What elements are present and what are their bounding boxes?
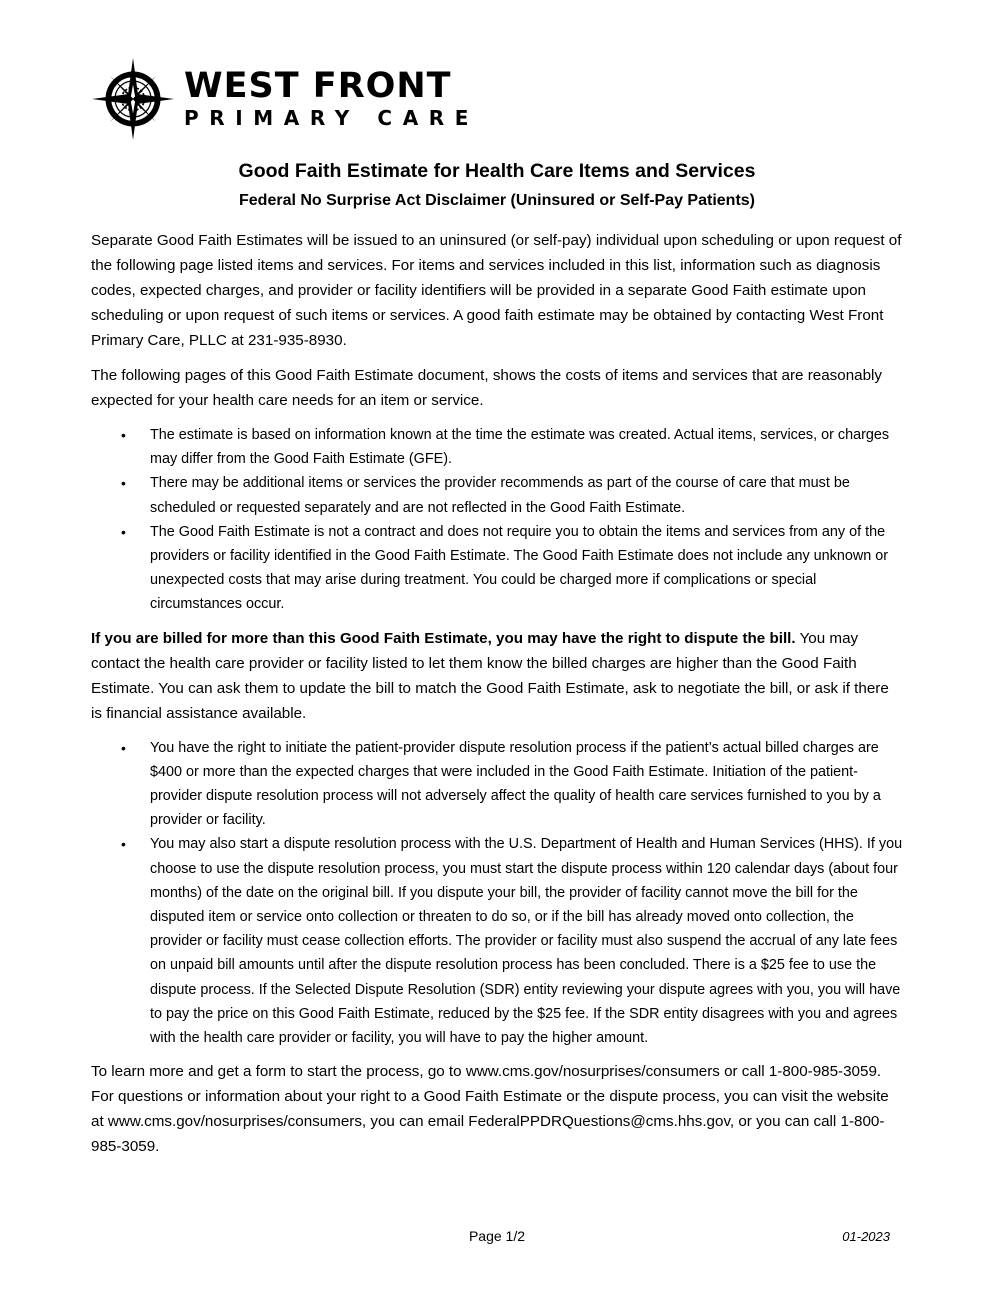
list-item	[91, 832, 903, 1050]
document-body	[91, 228, 903, 1169]
document-subtitle: Federal No Surprise Act Disclaimer (Uninsured or Self-Pay Patients)	[239, 192, 755, 209]
list-item-text: You may also start a dispute resolution process with the U.S. Department of Health and Human Services (HHS). If you choose to use the dispute resolution process, you must start the dispute process within 120 calendar days (about four months) of the date on the original bill. If you dispute your bill, the provider of facility cannot move the bill for the disputed item or service onto collection or threaten to do so, or if the bill has already moved onto collection, the provider or facility must cease collection efforts. The provider or facility must also suspend the accrual of any late fees on unpaid bill amounts until after the dispute resolution process has been concluded. There is a $25 fee to use the dispute process. If the Selected Dispute Resolution (SDR) entity reviewing your dispute agrees with you, you will have to pay the price on this Good Faith Estimate, reduced by the $25 fee. If the SDR entity disagrees with you and agrees with the health care provider or facility, you will have to pay the higher amount.	[150, 836, 903, 1047]
list-item	[91, 520, 903, 617]
dispute-bullet-list	[91, 736, 903, 1051]
company-logo	[92, 58, 479, 140]
revision-date: 01-2023	[842, 1229, 890, 1244]
bullet-icon: •	[121, 739, 126, 756]
bullet-icon: •	[121, 523, 126, 540]
logo-tagline: PRIMARY CARE	[184, 106, 480, 130]
learn-more-paragraph: To learn more and get a form to start the process, go to www.cms.gov/nosurprises/consumers or call 1-800-985-3059. For questions or information about your right to a Good Faith Estimate or the dispute process, you can visit the website at www.cms.gov/nosurprises/consumers, you can email FederalPPDRQuestions@cms.hhs.gov, or you can call 1-800-985-3059.	[91, 1063, 889, 1156]
list-item-text: You have the right to initiate the patient-provider dispute resolution process if the patient’s actual billed charges are $400 or more than the expected charges that were included in the Good Faith Estimate. Initiation of the patient-provider dispute resolution process will not adversely affect the quality of health care services furnished to you by a provider or facility.	[150, 739, 881, 829]
logo-wordmark	[184, 68, 479, 130]
dispute-lead-text: If you are billed for more than this Good Faith Estimate, you may have the right to dispute the bill.	[91, 629, 796, 647]
list-item	[91, 736, 903, 833]
dispute-body-text: You may contact the health care provider or facility listed to let them know the billed charges are higher than the Good Faith Estimate. You can ask them to update the bill to match the Good Faith Estimate, ask to negotiate the bill, or ask if there is financial assistance available.	[91, 629, 889, 722]
list-item-text: The Good Faith Estimate is not a contract and does not require you to obtain the items and services from any of the providers or facility identified in the Good Faith Estimate. The Good Faith Estimate does not include any unknown or unexpected costs that may arise during treatment. You could be charged more if complications or special circumstances occur.	[150, 523, 889, 613]
list-item-text: The estimate is based on information known at the time the estimate was created. Actual items, services, or charges may differ from the Good Faith Estimate (GFE).	[150, 427, 890, 468]
logo-name: WEST FRONT	[184, 66, 452, 106]
dispute-paragraph	[91, 626, 903, 726]
costs-paragraph: The following pages of this Good Faith Estimate document, shows the costs of items and services that are reasonably expected for your health care needs for an item or service.	[91, 367, 882, 409]
page-number: Page 1/2	[468, 1228, 526, 1244]
bullet-icon: •	[121, 427, 126, 443]
list-item	[91, 423, 903, 471]
estimate-bullet-list	[91, 423, 903, 617]
document-title: Good Faith Estimate for Health Care Items and Services	[238, 160, 756, 182]
compass-rose-icon	[92, 58, 174, 140]
bullet-icon: •	[121, 475, 126, 492]
intro-paragraph: Separate Good Faith Estimates will be issued to an uninsured (or self-pay) individual upon scheduling or upon request of the following page listed items and services. For items and services included in this list, information such as diagnosis codes, expected charges, and provider or facility identifiers will be provided in a separate Good Faith estimate upon scheduling or upon request of such items or services. A good faith estimate may be obtained by contacting West Front Primary Care, PLLC at 231-935-8930.	[91, 232, 902, 349]
bullet-icon: •	[121, 836, 126, 853]
list-item-text: There may be additional items or services the provider recommends as part of the course of care that must be scheduled or requested separately and are not reflected in the Good Faith Estimate.	[150, 475, 850, 516]
list-item	[91, 471, 903, 519]
